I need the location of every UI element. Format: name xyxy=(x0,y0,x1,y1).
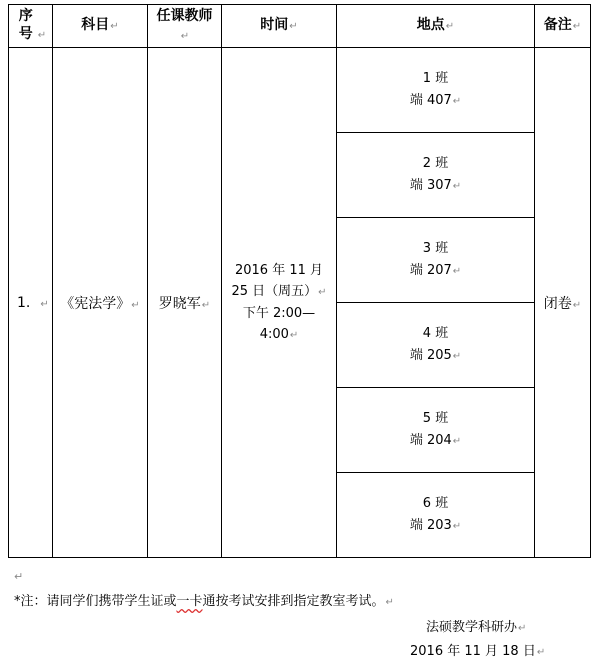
header-subject xyxy=(53,5,148,48)
cell-remark xyxy=(535,48,591,558)
subject-value: 《宪法学》 xyxy=(60,295,131,312)
time-line-3: 下午 2:00— xyxy=(242,305,316,321)
location-room: 端 204 xyxy=(409,432,452,448)
remark-value: 闭卷 xyxy=(543,295,572,312)
header-time-label: 时间 xyxy=(260,17,289,33)
cell-end-mark: ↵ xyxy=(452,435,462,447)
cell-end-mark: ↵ xyxy=(289,329,299,341)
table-header-row xyxy=(9,5,591,48)
header-remark-label: 备注 xyxy=(543,17,572,33)
location-room: 端 407 xyxy=(409,92,452,108)
time-line-4-text: 4:00 xyxy=(259,326,289,342)
cell-subject xyxy=(53,48,148,558)
header-seq-label: 序号 xyxy=(18,8,33,42)
location-room-line xyxy=(337,430,534,453)
location-room: 端 205 xyxy=(409,347,452,363)
location-cell xyxy=(337,218,535,303)
header-location xyxy=(337,5,535,48)
location-room: 端 203 xyxy=(409,517,452,533)
note-prefix: *注：请同学们携带学生证或 xyxy=(14,594,177,609)
cell-end-mark: ↵ xyxy=(201,299,211,311)
note-suffix: 通按考试安排到指定教室考试。 xyxy=(202,594,385,609)
header-teacher xyxy=(148,5,222,48)
location-class: 5 班 xyxy=(422,410,449,426)
time-line-1: 2016 年 11 月 xyxy=(234,262,324,278)
cell-end-mark: ↵ xyxy=(110,21,119,32)
exam-note xyxy=(14,590,394,609)
location-cell xyxy=(337,473,535,558)
header-time xyxy=(222,5,337,48)
cell-end-mark: ↵ xyxy=(452,350,462,362)
department-name: 法硕教学科研办 xyxy=(426,620,518,635)
paragraph-mark: ↵ xyxy=(14,570,24,583)
location-cell xyxy=(337,303,535,388)
location-room: 端 207 xyxy=(409,262,452,278)
issue-date-text: 2016 年 11 月 18 日 xyxy=(410,644,536,659)
teacher-value: 罗晓军 xyxy=(158,295,201,312)
cell-end-mark: ↵ xyxy=(572,299,582,311)
location-room-line xyxy=(337,175,534,198)
time-line-4 xyxy=(222,324,336,346)
location-cell xyxy=(337,48,535,133)
location-class: 3 班 xyxy=(422,240,449,256)
note-spellcheck-word: 一卡 xyxy=(176,594,203,609)
exam-schedule-table xyxy=(8,4,591,558)
location-class: 4 班 xyxy=(422,325,449,341)
cell-end-mark: ↵ xyxy=(518,623,527,634)
location-room-line xyxy=(337,515,534,538)
header-teacher-label: 任课教师 xyxy=(156,7,213,24)
header-remark xyxy=(535,5,591,48)
cell-end-mark: ↵ xyxy=(289,21,298,32)
cell-teacher xyxy=(148,48,222,558)
cell-end-mark: ↵ xyxy=(452,265,462,277)
cell-end-mark: ↵ xyxy=(452,95,462,107)
cell-end-mark: ↵ xyxy=(445,21,455,32)
location-room-line xyxy=(337,345,534,368)
cell-end-mark: ↵ xyxy=(180,30,190,42)
cell-time xyxy=(222,48,337,558)
header-seq xyxy=(9,5,53,48)
cell-end-mark: ↵ xyxy=(131,299,140,311)
location-class: 1 班 xyxy=(422,70,449,86)
location-cell xyxy=(337,388,535,473)
cell-end-mark: ↵ xyxy=(452,520,462,532)
cell-seq xyxy=(9,48,53,558)
cell-end-mark: ↵ xyxy=(385,597,394,608)
header-subject-label: 科目 xyxy=(81,17,110,33)
cell-end-mark: ↵ xyxy=(40,298,49,310)
cell-end-mark: ↵ xyxy=(452,180,462,192)
cell-end-mark: ↵ xyxy=(536,647,546,658)
location-class: 6 班 xyxy=(422,495,449,511)
cell-end-mark: ↵ xyxy=(572,21,582,32)
location-room-line xyxy=(337,90,534,113)
location-room: 端 307 xyxy=(409,177,452,193)
time-line-2 xyxy=(222,281,336,303)
table-row xyxy=(9,48,591,133)
seq-value: 1. xyxy=(17,294,31,311)
header-location-label: 地点 xyxy=(416,17,445,33)
department-signature xyxy=(426,616,526,635)
location-room-line xyxy=(337,260,534,283)
time-line-2-text: 25 日（周五） xyxy=(231,283,318,299)
cell-end-mark: ↵ xyxy=(318,286,327,298)
issue-date xyxy=(410,640,545,659)
location-class: 2 班 xyxy=(422,155,449,171)
cell-end-mark: ↵ xyxy=(37,30,47,41)
location-cell xyxy=(337,133,535,218)
